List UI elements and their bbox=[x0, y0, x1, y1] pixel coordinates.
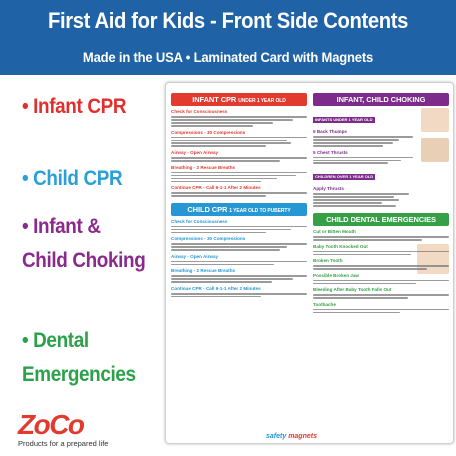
product-card-image bbox=[165, 82, 454, 444]
child-cpr-step-5: Continue CPR - Call 9-1-1 After 2 Minutes bbox=[171, 285, 261, 291]
infant-back-thump-illustration bbox=[421, 108, 449, 132]
infant-cpr-step-4: Breathing - 2 Rescue Breaths bbox=[171, 164, 236, 170]
choking-step-1: 5 Back Thumps bbox=[313, 129, 347, 134]
feature-infant-cpr: • Infant CPR bbox=[22, 95, 127, 118]
card-left-column bbox=[171, 93, 307, 299]
dental-item-1: Cut or Bitten Mouth bbox=[313, 228, 356, 234]
dental-heading: CHILD DENTAL EMERGENCIES bbox=[313, 213, 449, 226]
choking-step-2: 5 Chest Thrusts bbox=[313, 149, 348, 155]
choking-heading: INFANT, CHILD CHOKING bbox=[313, 93, 449, 106]
zoco-logo bbox=[18, 409, 109, 448]
child-cpr-step-1: Check for Consciousness bbox=[171, 218, 228, 224]
child-cpr-step-4: Breathing - 2 Rescue Breaths bbox=[171, 268, 236, 274]
feature-child-cpr: • Child CPR bbox=[22, 167, 123, 190]
infant-cpr-step-5: Continue CPR - Call 9-1-1 After 2 Minutes bbox=[171, 185, 261, 191]
page-title: First Aid for Kids - Front Side Contents bbox=[47, 8, 409, 33]
child-cpr-step-2: Compressions - 30 Compressions bbox=[171, 236, 246, 242]
card-right-column bbox=[313, 93, 449, 315]
dental-item-6: Toothache bbox=[313, 301, 336, 307]
dental-item-3: Broken Tooth bbox=[313, 258, 343, 264]
infant-cpr-step-1: Check for Consciousness bbox=[171, 109, 228, 114]
dental-item-5: Bleeding After Baby Tooth Falls Out bbox=[313, 287, 392, 293]
logo-mark: ZoCo bbox=[18, 409, 84, 440]
infant-cpr-step-2: Compressions - 30 Compressions bbox=[171, 129, 246, 135]
feature-dental: • Dental Emergencies bbox=[22, 329, 136, 386]
header-banner bbox=[0, 0, 456, 75]
logo-tagline: Products for a prepared life bbox=[18, 439, 109, 448]
infant-chest-thrust-illustration bbox=[421, 138, 449, 162]
child-cpr-step-3: Airway - Open Airway bbox=[171, 253, 219, 259]
choking-child-step: Apply Thrusts bbox=[313, 186, 344, 192]
dental-item-2: Baby Tooth Knocked Out bbox=[313, 243, 368, 249]
infant-tag: INFANTS UNDER 1 YEAR OLD bbox=[315, 117, 373, 122]
page-subtitle: Made in the USA • Laminated Card with Magnets bbox=[82, 49, 374, 65]
feature-choking: • Infant & Child Choking bbox=[22, 215, 146, 272]
dental-item-4: Possible Broken Jaw bbox=[313, 272, 359, 278]
child-tag: CHILDREN OVER 1 YEAR OLD bbox=[315, 174, 374, 180]
infant-cpr-step-3: Airway - Open Airway bbox=[171, 150, 219, 156]
brand-logo-small: safety magnets bbox=[266, 433, 317, 440]
child-cpr-heading: CHILD CPR 1 YEAR OLD TO PUBERTY bbox=[171, 203, 307, 216]
infant-cpr-heading: INFANT CPR UNDER 1 YEAR OLD bbox=[171, 93, 307, 106]
